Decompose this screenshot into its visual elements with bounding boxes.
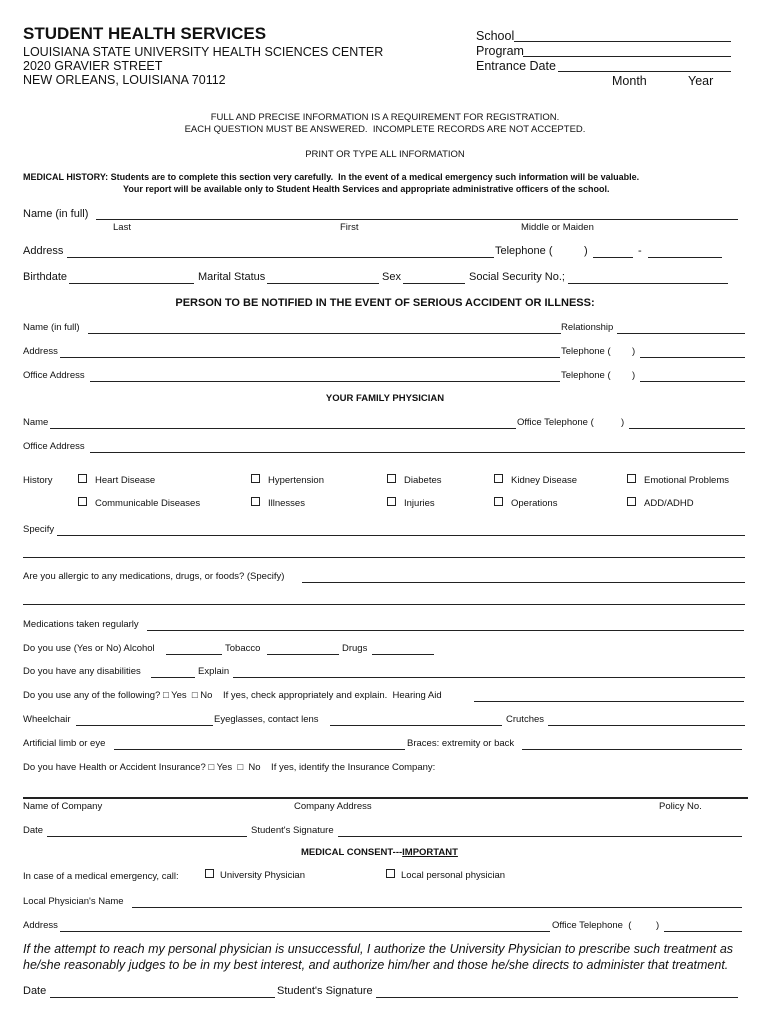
alcohol-label: Do you use (Yes or No) Alcohol xyxy=(23,643,155,654)
consent-date-label: Date xyxy=(23,985,47,997)
hypertension-label: Hypertension xyxy=(268,475,324,486)
year-label: Year xyxy=(688,74,714,88)
ec-relationship-field[interactable] xyxy=(617,333,745,334)
ec-telephone-label: Telephone ( xyxy=(561,346,611,357)
illnesses-checkbox[interactable] xyxy=(251,497,260,506)
ec-office-telephone-field[interactable] xyxy=(640,381,745,382)
tobacco-field[interactable] xyxy=(267,654,339,655)
consent-office-tel-label: Office Telephone ( xyxy=(552,920,632,931)
entrance-date-field[interactable] xyxy=(558,71,731,72)
program-field[interactable] xyxy=(523,56,731,57)
kidney-disease-checkbox[interactable] xyxy=(494,474,503,483)
alcohol-field[interactable] xyxy=(166,654,222,655)
heart-disease-checkbox[interactable] xyxy=(78,474,87,483)
name-field[interactable] xyxy=(96,219,738,220)
physician-name-label: Name xyxy=(23,417,49,428)
explain-field[interactable] xyxy=(233,677,745,678)
kidney-disease-label: Kidney Disease xyxy=(511,475,578,486)
insurance-date-field[interactable] xyxy=(47,836,247,837)
first-name-caption: First xyxy=(340,222,359,233)
telephone-number-field[interactable] xyxy=(648,257,722,258)
hearing-aid-field[interactable] xyxy=(474,701,744,702)
address-label: Address xyxy=(23,245,64,257)
sex-field[interactable] xyxy=(403,283,465,284)
ssn-field[interactable] xyxy=(568,283,728,284)
address-field[interactable] xyxy=(67,257,494,258)
eyeglasses-field[interactable] xyxy=(330,725,502,726)
ec-telephone-field[interactable] xyxy=(640,357,745,358)
physician-office-tel-field[interactable] xyxy=(629,428,745,429)
consent-office-tel-close: ) xyxy=(656,920,660,931)
local-physician-label: Local personal physician xyxy=(401,870,506,881)
emotional-problems-checkbox[interactable] xyxy=(627,474,636,483)
last-name-caption: Last xyxy=(113,222,131,233)
artificial-limb-field[interactable] xyxy=(114,749,405,750)
policy-no-label: Policy No. xyxy=(659,801,702,812)
physician-name-field[interactable] xyxy=(50,428,516,429)
school-field[interactable] xyxy=(514,41,731,42)
local-physician-checkbox[interactable] xyxy=(386,869,395,878)
ec-name-field[interactable] xyxy=(88,333,561,334)
marital-status-label: Marital Status xyxy=(198,271,266,283)
consent-address-label: Address xyxy=(23,920,58,931)
emergency-call-label: In case of a medical emergency, call: xyxy=(23,871,179,882)
school-label: School xyxy=(476,29,515,43)
heart-disease-label: Heart Disease xyxy=(95,475,156,486)
physician-heading: YOUR FAMILY PHYSICIAN xyxy=(325,393,445,404)
history-label: History xyxy=(23,475,53,486)
telephone-close: ) xyxy=(584,245,588,257)
diabetes-checkbox[interactable] xyxy=(387,474,396,483)
program-label: Program xyxy=(476,44,524,58)
physician-office-tel-label: Office Telephone ( xyxy=(517,417,594,428)
entrance-label: Entrance Date xyxy=(476,59,556,73)
medications-field[interactable] xyxy=(147,630,744,631)
university-physician-label: University Physician xyxy=(220,870,305,881)
diabetes-label: Diabetes xyxy=(404,475,442,486)
artificial-limb-label: Artificial limb or eye xyxy=(23,738,106,749)
crutches-field[interactable] xyxy=(548,725,745,726)
medical-history-label: MEDICAL HISTORY: xyxy=(23,172,109,182)
ec-telephone-close: ) xyxy=(632,346,636,357)
insurance-date-label: Date xyxy=(23,825,44,836)
wheelchair-label: Wheelchair xyxy=(23,714,71,725)
marital-status-field[interactable] xyxy=(267,283,379,284)
company-address-label: Company Address xyxy=(294,801,372,812)
specify-field[interactable] xyxy=(57,535,745,536)
org-city: NEW ORLEANS, LOUISIANA 70112 xyxy=(23,73,226,87)
university-physician-checkbox[interactable] xyxy=(205,869,214,878)
specify-field-2[interactable] xyxy=(23,557,745,558)
insurance-signature-label: Student's Signature xyxy=(251,825,334,836)
emergency-contact-heading: PERSON TO BE NOTIFIED IN THE EVENT OF SERIOUS ACCIDENT OR ILLNESS: xyxy=(175,297,595,309)
physician-office-address-label: Office Address xyxy=(23,441,85,452)
consent-statement: If the attempt to reach my personal physician is unsuccessful, I authorize the University Physician to prescribe such treatment as he/she reasonably judges to be in my best interest, and authorize him/her and those he/she directs to administer that treatment. xyxy=(23,942,734,972)
ec-relationship-label: Relationship xyxy=(561,322,614,333)
tobacco-label: Tobacco xyxy=(225,643,261,654)
consent-heading xyxy=(301,847,458,858)
physician-office-tel-close: ) xyxy=(621,417,625,428)
name-label: Name (in full) xyxy=(23,208,89,220)
braces-label: Braces: extremity or back xyxy=(407,738,515,749)
medical-history-text-1: Students are to complete this section very carefully. In the event of a medical emergency such information will be valuable. xyxy=(108,172,640,182)
sex-label: Sex xyxy=(382,271,401,283)
medical-history-note xyxy=(23,172,639,182)
local-physician-name-label: Local Physician's Name xyxy=(23,896,124,907)
drugs-field[interactable] xyxy=(372,654,434,655)
allergy-question: Are you allergic to any medications, drugs, or foods? (Specify) xyxy=(23,571,285,582)
insurance-question: Do you have Health or Accident Insurance? □ Yes □ No If yes, identify the Insurance Company: xyxy=(23,762,436,773)
ssn-label: Social Security No.; xyxy=(469,271,565,283)
consent-office-tel-field[interactable] xyxy=(664,931,742,932)
braces-field[interactable] xyxy=(522,749,742,750)
drugs-label: Drugs xyxy=(342,643,368,654)
birthdate-label: Birthdate xyxy=(23,271,68,283)
form-title: STUDENT HEALTH SERVICES xyxy=(23,24,267,43)
hypertension-checkbox[interactable] xyxy=(251,474,260,483)
communicable-diseases-label: Communicable Diseases xyxy=(95,498,201,509)
telephone-label: Telephone ( xyxy=(495,245,553,257)
ec-office-address-label: Office Address xyxy=(23,370,85,381)
eyeglasses-label: Eyeglasses, contact lens xyxy=(214,714,319,725)
consent-date-field[interactable] xyxy=(50,997,275,998)
communicable-diseases-checkbox[interactable] xyxy=(78,497,87,506)
injuries-label: Injuries xyxy=(404,498,435,509)
org-name: LOUISIANA STATE UNIVERSITY HEALTH SCIENCES CENTER xyxy=(23,45,384,59)
medical-history-text-2: Your report will be available only to Student Health Services and appropriate administrative officers of the school. xyxy=(123,184,610,194)
allergy-field[interactable] xyxy=(302,582,745,583)
consent-signature-field[interactable] xyxy=(376,997,738,998)
add-adhd-checkbox[interactable] xyxy=(627,497,636,506)
consent-address-field[interactable] xyxy=(60,931,550,932)
injuries-checkbox[interactable] xyxy=(387,497,396,506)
ec-office-address-field[interactable] xyxy=(90,381,560,382)
explain-label: Explain xyxy=(198,666,230,677)
wheelchair-field[interactable] xyxy=(76,725,213,726)
add-adhd-label: ADD/ADHD xyxy=(644,498,694,509)
middle-name-caption: Middle or Maiden xyxy=(521,222,594,233)
notice-line-2: EACH QUESTION MUST BE ANSWERED. INCOMPLETE RECORDS ARE NOT ACCEPTED. xyxy=(184,124,586,135)
ec-address-label: Address xyxy=(23,346,58,357)
insurance-signature-field[interactable] xyxy=(338,836,742,837)
consent-heading-important: IMPORTANT xyxy=(402,847,458,858)
consent-signature-label: Student's Signature xyxy=(277,985,373,997)
consent-heading-prefix: MEDICAL CONSENT--- xyxy=(301,847,403,858)
telephone-dash: - xyxy=(638,245,642,257)
local-physician-name-field[interactable] xyxy=(132,907,742,908)
medications-label: Medications taken regularly xyxy=(23,619,139,630)
illnesses-label: Illnesses xyxy=(268,498,305,509)
disabilities-field[interactable] xyxy=(151,677,195,678)
allergy-field-2[interactable] xyxy=(23,604,745,605)
emotional-problems-label: Emotional Problems xyxy=(644,475,730,486)
telephone-prefix-field[interactable] xyxy=(593,257,633,258)
disabilities-label: Do you have any disabilities xyxy=(23,666,141,677)
operations-checkbox[interactable] xyxy=(494,497,503,506)
operations-label: Operations xyxy=(511,498,558,509)
birthdate-field[interactable] xyxy=(69,283,194,284)
org-street: 2020 GRAVIER STREET xyxy=(23,59,163,73)
physician-office-address-field[interactable] xyxy=(90,452,745,453)
ec-office-telephone-close: ) xyxy=(632,370,636,381)
month-label: Month xyxy=(612,74,647,88)
company-name-label: Name of Company xyxy=(23,801,103,812)
ec-address-field[interactable] xyxy=(60,357,560,358)
print-notice: PRINT OR TYPE ALL INFORMATION xyxy=(305,149,465,160)
ec-name-label: Name (in full) xyxy=(23,322,80,333)
insurance-divider xyxy=(23,797,748,799)
crutches-label: Crutches xyxy=(506,714,545,725)
ec-office-telephone-label: Telephone ( xyxy=(561,370,611,381)
specify-label: Specify xyxy=(23,524,55,535)
notice-line-1: FULL AND PRECISE INFORMATION IS A REQUIREMENT FOR REGISTRATION. xyxy=(210,112,560,123)
following-question: Do you use any of the following? □ Yes □ No If yes, check appropriately and explain. Hearing Aid xyxy=(23,690,442,701)
